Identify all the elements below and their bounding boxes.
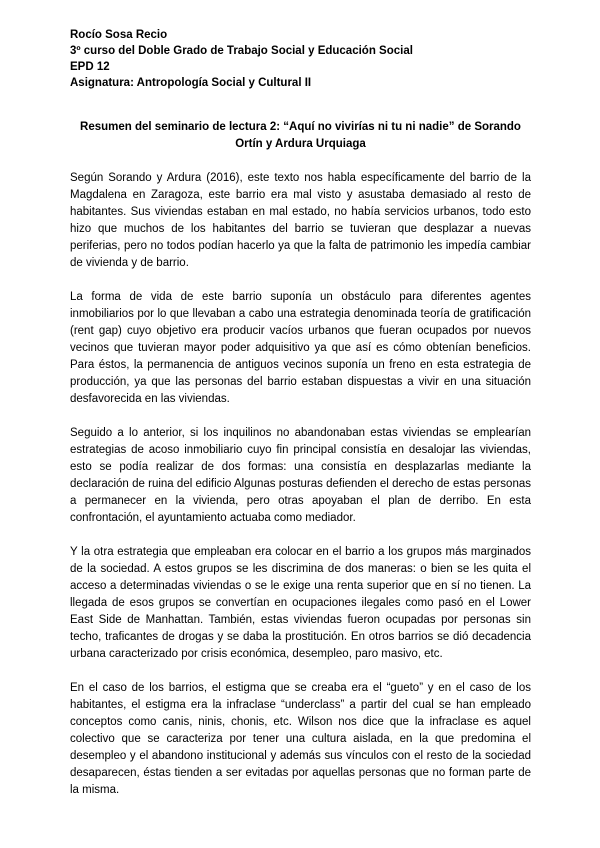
document-title: Resumen del seminario de lectura 2: “Aquí no vivirías ni tu ni nadie” de Sorando Ortín y Ardura Urquiaga	[80, 121, 521, 150]
header-line-course: 3º curso del Doble Grado de Trabajo Social y Educación Social	[70, 45, 413, 57]
header-line-author: Rocío Sosa Recio	[70, 29, 168, 41]
document-header	[70, 27, 531, 91]
paragraph-5: En el caso de los barrios, el estigma que se creaba era el “gueto” y en el caso de los habitantes, el estigma era la infraclase “underclass” a partir del cual se han empleado conceptos como canis, ninis, chonis, etc. Wilson nos dice que la infraclase es aquel colectivo que se caracteriza por tener una cultura aislada, en la que predomina el desempleo y el abandono institucional y además sus vínculos con el resto de la sociedad desaparecen, éstas tienden a ser evitadas por aquellas personas que no forman parte de la misma.	[70, 682, 531, 796]
header-line-epd: EPD 12	[70, 61, 110, 73]
paragraph-4: Y la otra estrategia que empleaban era colocar en el barrio a los grupos más marginados de la sociedad. A estos grupos se les discrimina de dos maneras: o bien se les quita el acceso a determinadas viviendas o se le exige una renta superior que en sí no tienen. La llegada de esos grupos se convertían en ocupaciones ilegales como pasó en el Lower East Side de Manhattan. También, estas viviendas fueron ocupadas por personas sin techo, traficantes de drogas y se daba la prostitución. En otros barrios se dió decadencia urbana caracterizado por crisis económica, desempleo, paro masivo, etc.	[70, 546, 531, 660]
document-body	[70, 170, 531, 799]
paragraph-3: Seguido a lo anterior, si los inquilinos no abandonaban estas viviendas se emplearían estrategias de acoso inmobiliario cuyo fin principal consistía en desalojar las viviendas, esto se podía realizar de dos formas: una consistía en desplazarlas mediante la declaración de ruina del edificio Algunas posturas defienden el derecho de estas personas a permanecer en la vivienda, pero otras apoyaban el plan de derribo. En esta confrontación, el ayuntamiento actuaba como mediador.	[70, 427, 531, 524]
paragraph-2: La forma de vida de este barrio suponía un obstáculo para diferentes agentes inmobiliarios por lo que llevaban a cabo una estrategia denominada teoría de gratificación (rent gap) cuyo objetivo era producir vacíos urbanos que fueran ocupados por nuevos vecinos que tuvieran mayor poder adquisitivo ya que así es cómo obtenían beneficios. Para éstos, la permanencia de antiguos vecinos suponía un freno en esta estrategia de producción, ya que las personas del barrio estaban dispuestas a vivir en una situación desfavorecida en las viviendas.	[70, 291, 531, 405]
header-line-subject: Asignatura: Antropología Social y Cultural II	[70, 77, 312, 89]
paragraph-1: Según Sorando y Ardura (2016), este texto nos habla específicamente del barrio de la Magdalena en Zaragoza, este barrio era mal visto y asustaba demasiado al resto de habitantes. Sus viviendas estaban en mal estado, no había servicios urbanos, todo esto hizo que muchos de los habitantes del barrio se tuvieran que desplazar a nuevas periferias, pero no todos podían hacerlo ya que la falta de patrimonio les impedía cambiar de vivienda y de barrio.	[70, 172, 531, 269]
